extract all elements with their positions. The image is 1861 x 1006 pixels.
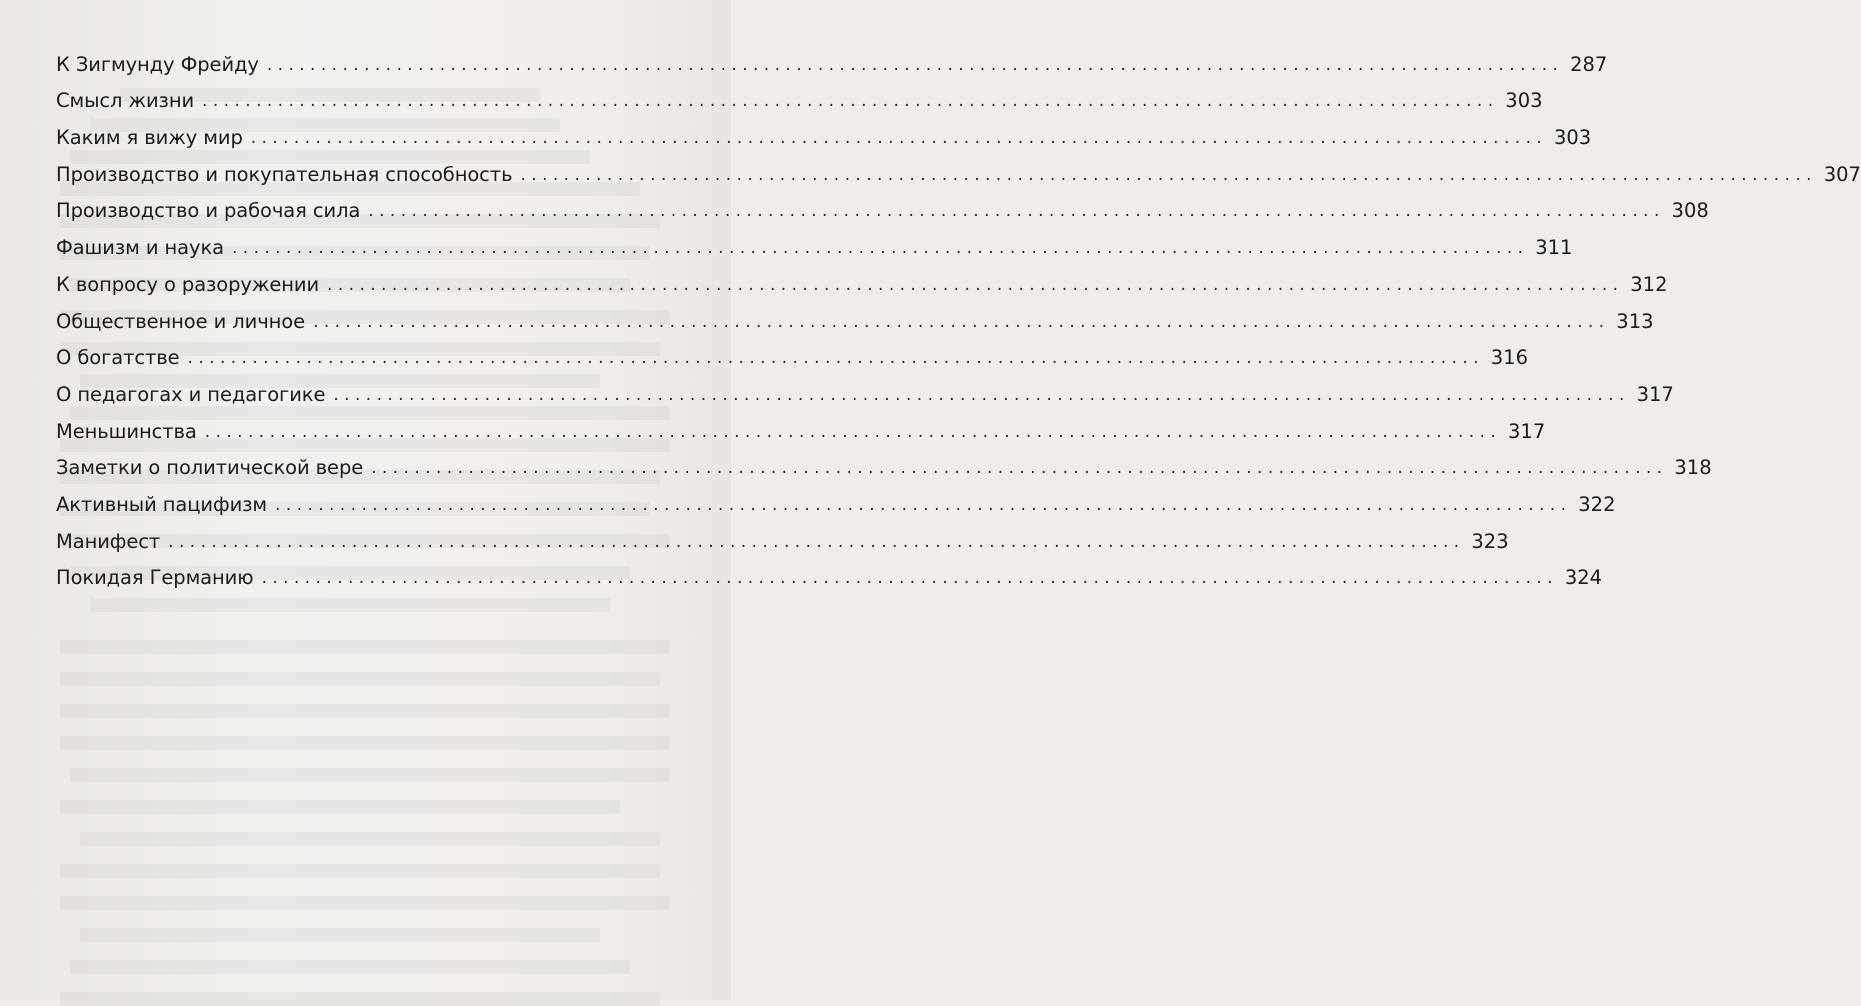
toc-entry-page: 308 bbox=[1671, 199, 1709, 223]
toc-entry bbox=[56, 40, 1608, 77]
toc-leader-dots: ........................................................................................................................ bbox=[275, 494, 1572, 515]
toc-entry-page: 307 bbox=[1823, 162, 1861, 186]
toc-entry bbox=[56, 260, 1668, 297]
bleed-through-line bbox=[70, 960, 630, 974]
toc-entry bbox=[56, 297, 1654, 334]
bleed-through-line bbox=[80, 928, 600, 942]
toc-entry-title: Меньшинства bbox=[56, 419, 197, 443]
toc-entry-page: 311 bbox=[1535, 236, 1573, 260]
toc-entry bbox=[56, 554, 1603, 591]
toc-entry-page: 324 bbox=[1564, 566, 1603, 590]
toc-entry-title: Активный пацифизм bbox=[56, 492, 268, 516]
bleed-through-line bbox=[70, 768, 670, 782]
toc-entry bbox=[56, 150, 1861, 187]
toc-entry-page: 316 bbox=[1490, 346, 1528, 370]
toc-leader-dots: ........................................................................................................................ bbox=[250, 128, 1548, 149]
bleed-through-line bbox=[60, 640, 670, 654]
toc-entry-page: 318 bbox=[1674, 456, 1712, 480]
toc-entry-title: Смысл жизни bbox=[56, 89, 195, 113]
toc-entry-page: 323 bbox=[1471, 529, 1509, 553]
toc-leader-dots: ........................................................................................................................ bbox=[168, 531, 1465, 552]
toc-entry-page: 303 bbox=[1505, 89, 1543, 113]
toc-entry-title: К Зигмунду Фрейду bbox=[56, 52, 259, 76]
toc-leader-dots: ........................................................................................................................ bbox=[520, 164, 1817, 185]
toc-entry bbox=[56, 480, 1616, 517]
toc-leader-dots: ........................................................................................................................ bbox=[333, 384, 1630, 405]
bleed-through-line bbox=[60, 736, 670, 750]
bleed-through-line bbox=[60, 704, 670, 718]
bleed-through-line bbox=[60, 800, 620, 814]
bleed-through-line bbox=[60, 896, 670, 910]
toc-leader-dots: ........................................................................................................................ bbox=[368, 201, 1665, 222]
toc-entry-page: 317 bbox=[1636, 382, 1674, 406]
toc-entry bbox=[56, 370, 1674, 407]
toc-leader-dots: ........................................................................................................................ bbox=[261, 568, 1559, 589]
toc-leader-dots: ........................................................................................................................ bbox=[327, 274, 1624, 295]
toc-entry bbox=[56, 187, 1709, 224]
bleed-through-line bbox=[60, 864, 660, 878]
toc-entry-title: Заметки о политической вере bbox=[56, 456, 364, 480]
toc-entry-title: Каким я вижу мир bbox=[56, 126, 243, 150]
bleed-through-line bbox=[60, 672, 660, 686]
table-of-contents bbox=[56, 40, 1861, 590]
toc-entry bbox=[56, 407, 1546, 444]
toc-entry-title: Покидая Германию bbox=[56, 566, 254, 590]
toc-leader-dots: ........................................................................................................................ bbox=[204, 421, 1502, 442]
toc-entry-title: Манифест bbox=[56, 529, 161, 553]
toc-entry bbox=[56, 334, 1528, 371]
toc-leader-dots: ........................................................................................................................ bbox=[313, 311, 1610, 332]
toc-entry bbox=[56, 77, 1543, 114]
bleed-through-line bbox=[80, 832, 660, 846]
toc-entry-page: 312 bbox=[1630, 272, 1668, 296]
toc-entry-title: Производство и рабочая сила bbox=[56, 199, 361, 223]
toc-entry-title: О богатстве bbox=[56, 346, 180, 370]
toc-entry-page: 313 bbox=[1616, 309, 1654, 333]
bleed-through-line bbox=[90, 598, 610, 612]
toc-entry-page: 287 bbox=[1570, 52, 1608, 76]
toc-entry-title: К вопросу о разоружении bbox=[56, 272, 320, 296]
toc-entry-title: Производство и покупательная способность bbox=[56, 162, 513, 186]
toc-entry-title: Фашизм и наука bbox=[56, 236, 224, 260]
toc-entry-page: 322 bbox=[1578, 492, 1616, 516]
toc-entry bbox=[56, 113, 1592, 150]
toc-entry bbox=[56, 444, 1712, 481]
toc-entry bbox=[56, 223, 1573, 260]
toc-leader-dots: ........................................................................................................................ bbox=[266, 54, 1564, 75]
toc-leader-dots: ........................................................................................................................ bbox=[202, 91, 1499, 112]
toc-entry-title: Общественное и личное bbox=[56, 309, 306, 333]
toc-entry-title: О педагогах и педагогике bbox=[56, 382, 326, 406]
bleed-through-line bbox=[60, 992, 660, 1006]
toc-leader-dots: ........................................................................................................................ bbox=[231, 238, 1529, 259]
toc-leader-dots: ........................................................................................................................ bbox=[187, 348, 1484, 369]
toc-entry-page: 317 bbox=[1508, 419, 1546, 443]
toc-leader-dots: ........................................................................................................................ bbox=[371, 458, 1668, 479]
toc-entry bbox=[56, 517, 1509, 554]
toc-entry-page: 303 bbox=[1553, 126, 1592, 150]
